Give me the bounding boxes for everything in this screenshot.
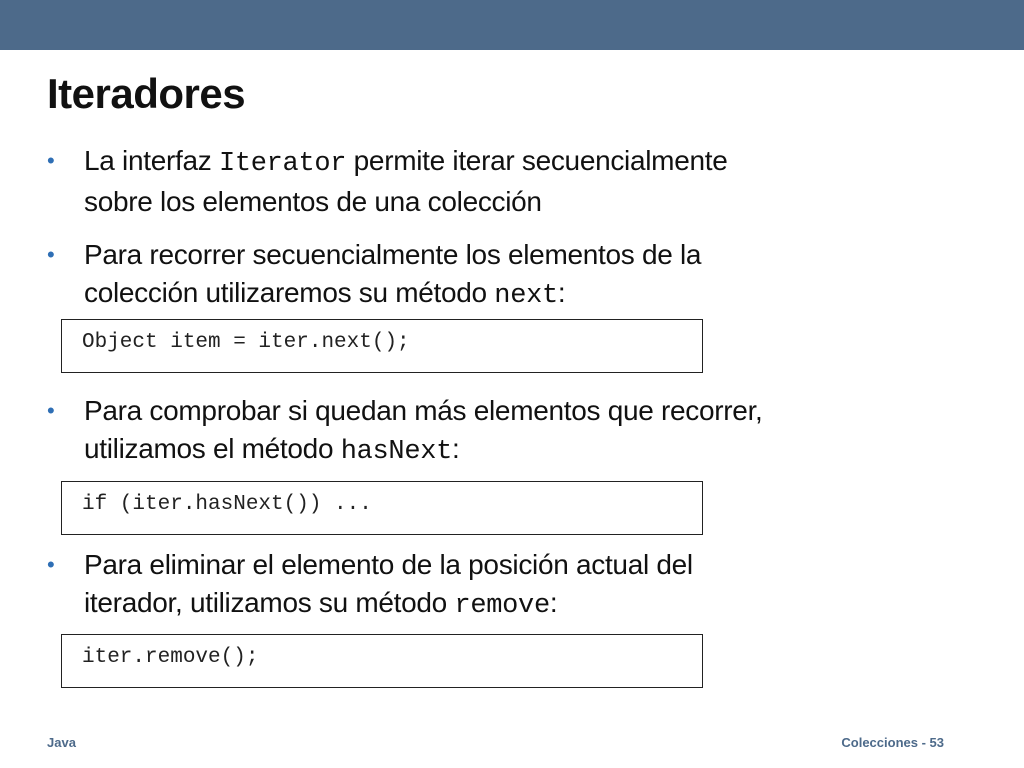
code-block-next bbox=[61, 319, 703, 373]
bullet-text: Para eliminar el elemento de la posición actual del iterador, utilizamos su método remove: bbox=[84, 549, 693, 621]
code-block-hasnext bbox=[61, 481, 703, 535]
code-snippet: iter.remove(); bbox=[82, 646, 259, 669]
inline-code-iterator: Iterator bbox=[218, 149, 347, 179]
bullet-text: La interfaz Iterator permite iterar secuencialmente sobre los elementos de una colección bbox=[84, 145, 728, 217]
bullet-dot-icon: • bbox=[47, 148, 55, 173]
bullet-dot-icon: • bbox=[47, 242, 55, 267]
bullet-text: Para recorrer secuencialmente los elementos de la colección utilizaremos su método next: bbox=[84, 239, 702, 311]
footer-page-number: Colecciones - 53 bbox=[841, 735, 944, 750]
code-snippet: Object item = iter.next(); bbox=[82, 331, 410, 354]
inline-code-next: next bbox=[494, 281, 558, 311]
slide-title: Iteradores bbox=[47, 70, 246, 117]
inline-code-hasnext: hasNext bbox=[340, 437, 453, 467]
bullet-dot-icon: • bbox=[47, 398, 55, 423]
inline-code-remove: remove bbox=[454, 591, 550, 621]
header-band bbox=[0, 0, 1024, 50]
code-snippet: if (iter.hasNext()) ... bbox=[82, 493, 372, 516]
footer-course-label: Java bbox=[47, 735, 76, 750]
bullet-dot-icon: • bbox=[47, 552, 55, 577]
code-block-remove bbox=[61, 634, 703, 688]
bullet-text: Para comprobar si quedan más elementos que recorrer, utilizamos el método hasNext: bbox=[84, 395, 763, 467]
